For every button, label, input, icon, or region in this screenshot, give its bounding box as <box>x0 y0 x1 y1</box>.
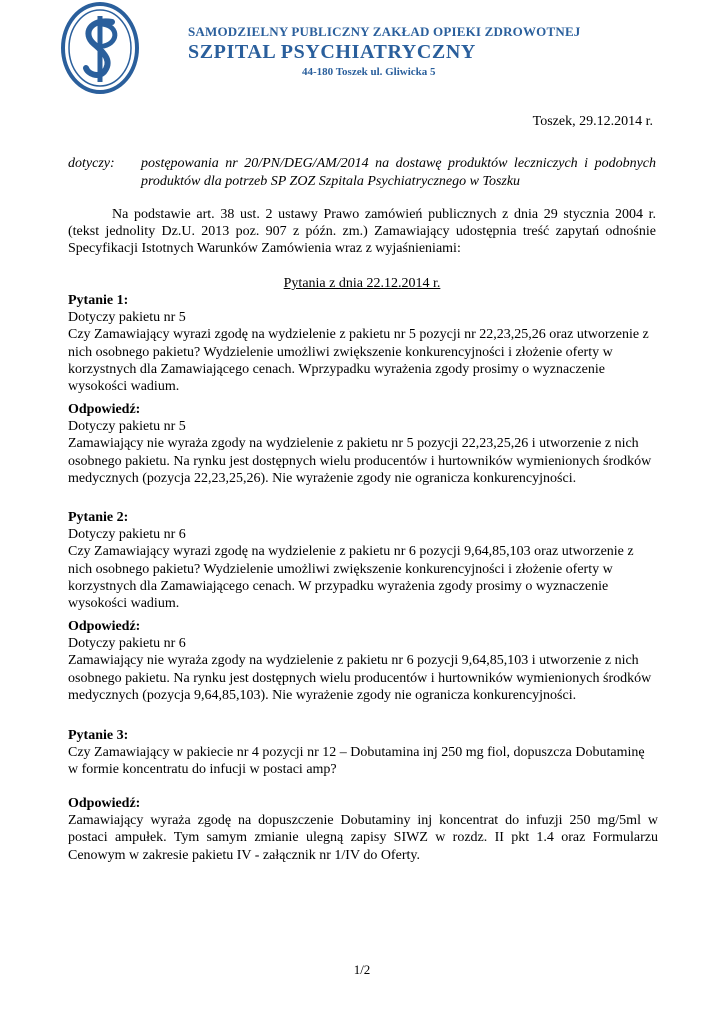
answer-3-text: Zamawiający wyraża zgodę na dopuszczenie Dobutaminy inj koncentrat do infuzji 250 mg/5ml w postaci ampułek. Tym samym zmianie ulegną zapisy SIWZ w rozdz. II pkt 1.4 oraz Formularzu Cenowym w zakresie pakietu IV - załącznik nr 1/IV do Oferty. <box>68 813 658 863</box>
question-1-block <box>68 292 658 395</box>
question-3-text: Czy Zamawiający w pakiecie nr 4 pozycji nr 12 – Dobutamina inj 250 mg fiol, dopuszcza Dobutaminę w formie koncentratu do infucji w postaci amp? <box>68 745 645 778</box>
page-number: 1/2 <box>353 962 371 977</box>
question-2-block <box>68 509 658 612</box>
question-3-block <box>68 727 658 779</box>
answer-1-heading: Odpowiedź: <box>68 402 141 417</box>
answer-2-block <box>68 618 658 704</box>
subject-text: postępowania nr 20/PN/DEG/AM/2014 na dostawę produktów leczniczych i podobnych produktów dla potrzeb SP ZOZ Szpitala Psychiatrycznego w Toszku <box>141 156 656 189</box>
answer-1-text: Zamawiający nie wyraża zgody na wydzielenie z pakietu nr 5 pozycji 22,23,25,26 i utworzenie z nich osobnego pakietu. Na rynku jest dostępnych wielu producentów i hurtowników wymienionych środków medycznych (pozycja 22,23,25,26). Nie wyrażenie zgody nie ogranicza konkurencyjności. <box>68 436 652 486</box>
organization-type: SAMODZIELNY PUBLICZNY ZAKŁAD OPIEKI ZDROWOTNEJ <box>188 24 581 39</box>
organization-header <box>188 24 581 79</box>
subject-label: dotyczy: <box>68 156 115 171</box>
sp-monogram-logo-icon <box>60 2 140 94</box>
answer-1-block <box>68 401 658 487</box>
question-1-heading: Pytanie 1: <box>68 293 129 308</box>
question-2-heading: Pytanie 2: <box>68 510 129 525</box>
answer-3-heading: Odpowiedź: <box>68 796 141 811</box>
intro-paragraph: Na podstawie art. 38 ust. 2 ustawy Prawo zamówień publicznych z dnia 29 stycznia 2004 r. (tekst jednolity Dz.U. 2013 poz. 907 z późn. zm.) Zamawiający udostępnia treść zapytań odnośnie Specyfikacji Istotnych Warunków Zamówienia wraz z wyjaśnieniami: <box>68 207 656 256</box>
question-2-ref: Dotyczy pakietu nr 6 <box>68 527 186 543</box>
answer-3-block <box>68 795 658 864</box>
organization-name: SZPITAL PSYCHIATRYCZNY <box>188 41 476 63</box>
answer-1-ref: Dotyczy pakietu nr 5 <box>68 419 186 435</box>
answer-2-heading: Odpowiedź: <box>68 619 141 634</box>
answer-2-text: Zamawiający nie wyraża zgody na wydzielenie z pakietu nr 6 pozycji 9,64,85,103 i utworzenie z nich osobnego pakietu. Na rynku jest dostępnych wielu producentów i hurtowników wymienionych środków medycznych (pozycja 9,64,85,103). Nie wyrażenie zgody nie ogranicza konkurencyjności. <box>68 653 652 703</box>
questions-date-header: Pytania z dnia 22.12.2014 r. <box>283 276 441 291</box>
question-2-text: Czy Zamawiający wyrazi zgodę na wydzielenie z pakietu nr 6 pozycji 9,64,85,103 oraz utworzenie z nich osobnego pakietu? Wydzielenie umożliwi zwiększenie konkurencyjności i złożenie oferty w korzystnych dla Zamawiającego cenach. W przypadku wyrażenia zgody prosimy o wyznaczenie wysokości wadium. <box>68 544 634 612</box>
document-date: Toszek, 29.12.2014 r. <box>532 114 653 129</box>
question-1-text: Czy Zamawiający wyrazi zgodę na wydzielenie z pakietu nr 5 pozycji nr 22,23,25,26 oraz utworzenie z nich osobnego pakietu? Wydzielenie umożliwi zwiększenie konkurencyjności i złożenie oferty w korzystnych dla Zamawiającego cenach. Wprzypadku wyrażenia zgody prosimy o wyznaczenie wysokości wadium. <box>68 327 649 395</box>
question-1-ref: Dotyczy pakietu nr 5 <box>68 310 186 326</box>
answer-2-ref: Dotyczy pakietu nr 6 <box>68 636 186 652</box>
question-3-heading: Pytanie 3: <box>68 728 129 743</box>
organization-address: 44-180 Toszek ul. Gliwicka 5 <box>302 66 436 78</box>
subject-section <box>68 155 656 191</box>
